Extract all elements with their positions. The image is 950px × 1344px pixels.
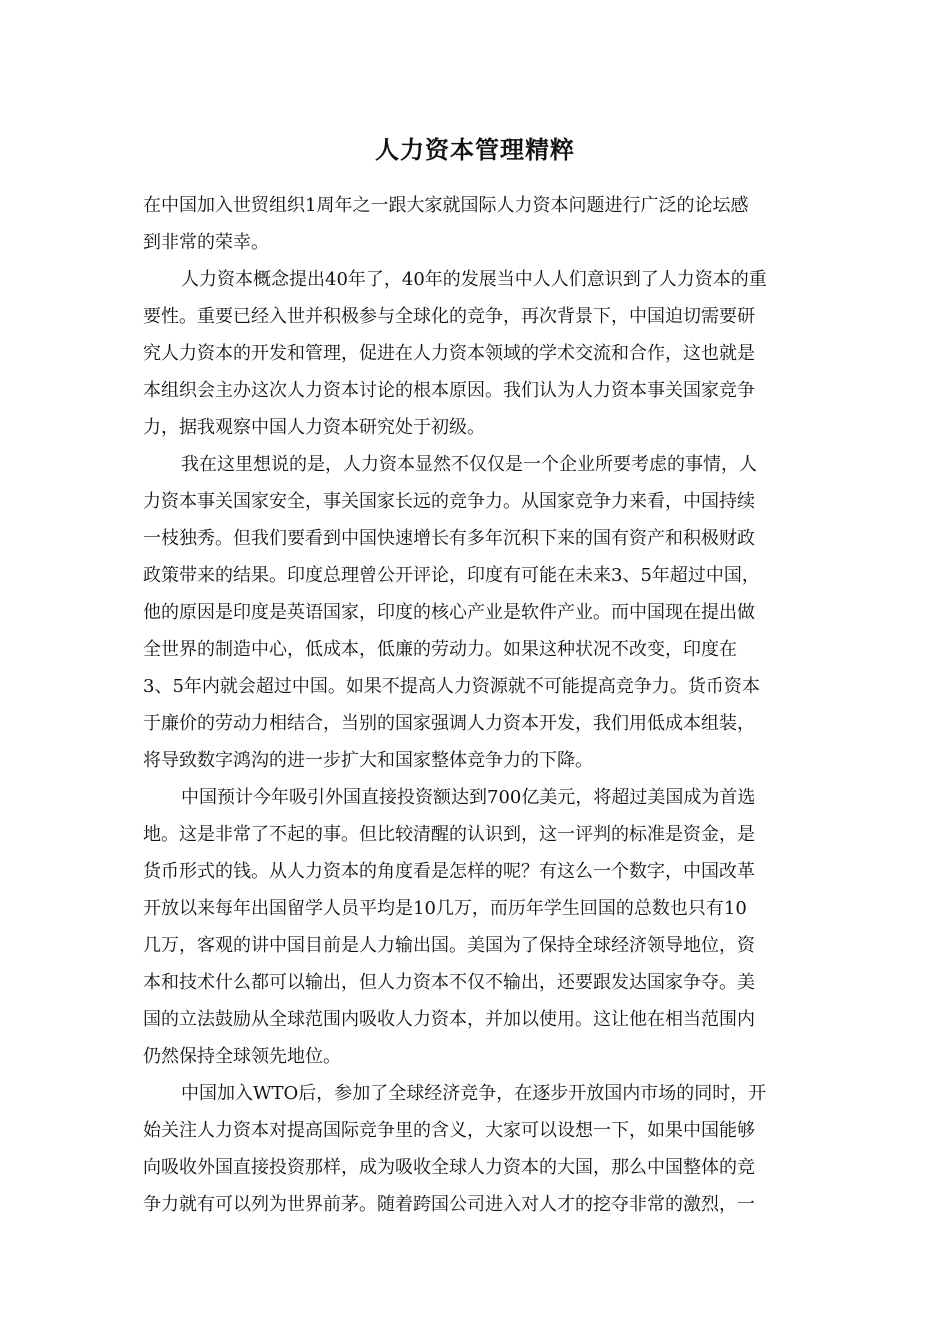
text-line: 地。这是非常了不起的事。但比较清醒的认识到，这一评判的标准是资金，是: [143, 824, 755, 845]
text-line: 国的立法鼓励从全球范围内吸收人力资本，并加以使用。这让他在相当范围内: [143, 1009, 755, 1030]
document-body: [143, 187, 805, 1223]
document-title: 人力资本管理精粹: [375, 135, 575, 164]
text-line: 在中国加入世贸组织1周年之一跟大家就国际人力资本问题进行广泛的论坛感: [143, 195, 749, 216]
paragraph: [143, 446, 805, 779]
text-line: 我在这里想说的是，人力资本显然不仅仅是一个企业所要考虑的事情，人: [181, 454, 757, 475]
text-line: 几万，客观的讲中国目前是人力输出国。美国为了保持全球经济领导地位，资: [143, 935, 755, 956]
text-line: 向吸收外国直接投资那样，成为吸收全球人力资本的大国，那么中国整体的竞: [143, 1157, 755, 1178]
text-line: 全世界的制造中心，低成本，低廉的劳动力。如果这种状况不改变，印度在: [143, 639, 737, 660]
text-line: 仍然保持全球领先地位。: [143, 1046, 341, 1067]
text-line: 到非常的荣幸。: [143, 232, 269, 253]
text-line: 他的原因是印度是英语国家，印度的核心产业是软件产业。而中国现在提出做: [143, 602, 755, 623]
text-line: 货币形式的钱。从人力资本的角度看是怎样的呢？有这么一个数字，中国改革: [143, 861, 755, 882]
text-line: 争力就有可以列为世界前茅。随着跨国公司进入对人才的挖夺非常的激烈，一: [143, 1194, 755, 1215]
text-line: 政策带来的结果。印度总理曾公开评论，印度有可能在未来3、5年超过中国，: [143, 565, 760, 586]
text-line: 始关注人力资本对提高国际竞争里的含义，大家可以设想一下，如果中国能够: [143, 1120, 755, 1141]
text-line: 将导致数字鸿沟的进一步扩大和国家整体竞争力的下降。: [143, 750, 593, 771]
text-line: 究人力资本的开发和管理，促进在人力资本领域的学术交流和合作，这也就是: [143, 343, 755, 364]
text-line: 一枝独秀。但我们要看到中国快速增长有多年沉积下来的国有资产和积极财政: [143, 528, 755, 549]
text-line: 中国预计今年吸引外国直接投资额达到700亿美元，将超过美国成为首选: [181, 787, 756, 808]
paragraph: [143, 779, 805, 1075]
paragraph: [143, 1075, 805, 1223]
text-line: 力，据我观察中国人力资本研究处于初级。: [143, 417, 485, 438]
text-line: 人力资本概念提出40年了，40年的发展当中人人们意识到了人力资本的重: [181, 269, 767, 290]
paragraph: [143, 261, 805, 446]
text-line: 开放以来每年出国留学人员平均是10几万，而历年学生回国的总数也只有10: [143, 898, 747, 919]
paragraph: [143, 187, 805, 261]
text-line: 力资本事关国家安全，事关国家长远的竞争力。从国家竞争力来看，中国持续: [143, 491, 755, 512]
text-line: 于廉价的劳动力相结合，当别的国家强调人力资本开发，我们用低成本组装，: [143, 713, 755, 734]
text-line: 中国加入WTO后，参加了全球经济竞争，在逐步开放国内市场的同时，开: [181, 1083, 767, 1104]
text-line: 3、5年内就会超过中国。如果不提高人力资源就不可能提高竞争力。货币资本: [143, 676, 760, 697]
text-line: 要性。重要已经入世并积极参与全球化的竞争，再次背景下，中国迫切需要研: [143, 306, 755, 327]
text-line: 本和技术什么都可以输出，但人力资本不仅不输出，还要跟发达国家争夺。美: [143, 972, 755, 993]
text-line: 本组织会主办这次人力资本讨论的根本原因。我们认为人力资本事关国家竞争: [143, 380, 755, 401]
